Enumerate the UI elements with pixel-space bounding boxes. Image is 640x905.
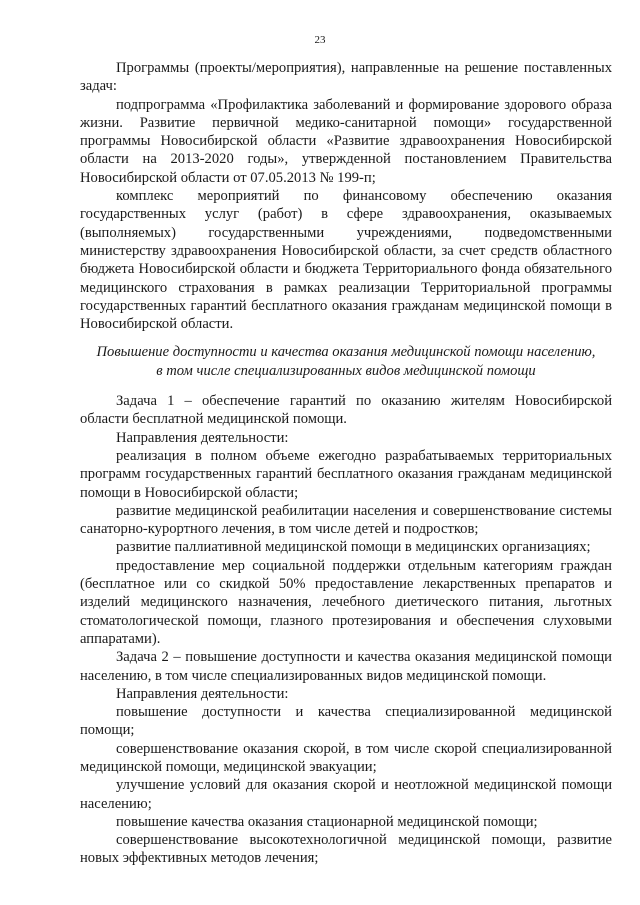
paragraph: совершенствование высокотехнологичной медицинской помощи, развитие новых эффективных методов лечения; (80, 832, 612, 867)
document-body (80, 59, 612, 868)
paragraph: улучшение условий для оказания скорой и неотложной медицинской помощи населению; (80, 777, 612, 812)
paragraph: повышение доступности и качества специализированной медицинской помощи; (80, 704, 612, 739)
paragraph: подпрограмма «Профилактика заболеваний и формирование здорового образа жизни. Развитие первичной медико-санитарной помощи» государственной программы Новосибирской области «Развитие здравоохранения Новосибирской области на 2013-2020 годы», утвержденной постановлением Правительства Новосибирской области от 07.05.2013 № 199-п; (80, 96, 612, 186)
section-heading-line: в том числе специализированных видов медицинской помощи (156, 362, 536, 379)
paragraph: Программы (проекты/мероприятия), направленные на решение поставленных задач: (80, 60, 612, 95)
section-heading-line: Повышение доступности и качества оказания медицинской помощи населению, (96, 344, 596, 361)
task-paragraph: Задача 2 – повышение доступности и качества оказания медицинской помощи населению, в том числе специализированных видов медицинской помощи. (80, 649, 612, 684)
paragraph: предоставление мер социальной поддержки отдельным категориям граждан (бесплатное или со скидкой 50% предоставление лекарственных препаратов и изделий медицинского назначения, лечебного диетического питания, льготных стоматологической помощи, глазного протезирования и обеспечения слуховыми аппаратами). (80, 557, 612, 647)
paragraph: повышение качества оказания стационарной медицинской помощи; (116, 813, 538, 830)
paragraph: комплекс мероприятий по финансовому обеспечению оказания государственных услуг (работ) в сфере здравоохранения, оказываемых (выполняемых) государственными учреждениями, подведомственными министерству здравоохранения Новосибирской области, за счет средств областного бюджета Новосибирской области и бюджета Территориального фонда обязательного медицинского страхования в рамках реализации Территориальной программы государственных гарантий бесплатного оказания гражданам медицинской помощи в Новосибирской области. (80, 188, 612, 333)
paragraph: развитие паллиативной медицинской помощи в медицинских организациях; (116, 539, 591, 556)
task-paragraph: Задача 1 – обеспечение гарантий по оказанию жителям Новосибирской области бесплатной медицинской помощи. (80, 393, 612, 428)
paragraph: реализация в полном объеме ежегодно разрабатываемых территориальных программ государственных гарантий бесплатного оказания гражданам медицинской помощи в Новосибирской области; (80, 447, 612, 501)
section-heading (80, 343, 612, 380)
paragraph: развитие медицинской реабилитации населения и совершенствование системы санаторно-курортного лечения, в том числе детей и подростков; (80, 502, 612, 538)
paragraph: Направления деятельности: (116, 429, 289, 446)
page-number: 23 (314, 34, 326, 46)
paragraph: совершенствование оказания скорой, в том числе скорой специализированной медицинской помощи, медицинской эвакуации; (80, 740, 612, 775)
paragraph: Направления деятельности: (116, 685, 289, 702)
